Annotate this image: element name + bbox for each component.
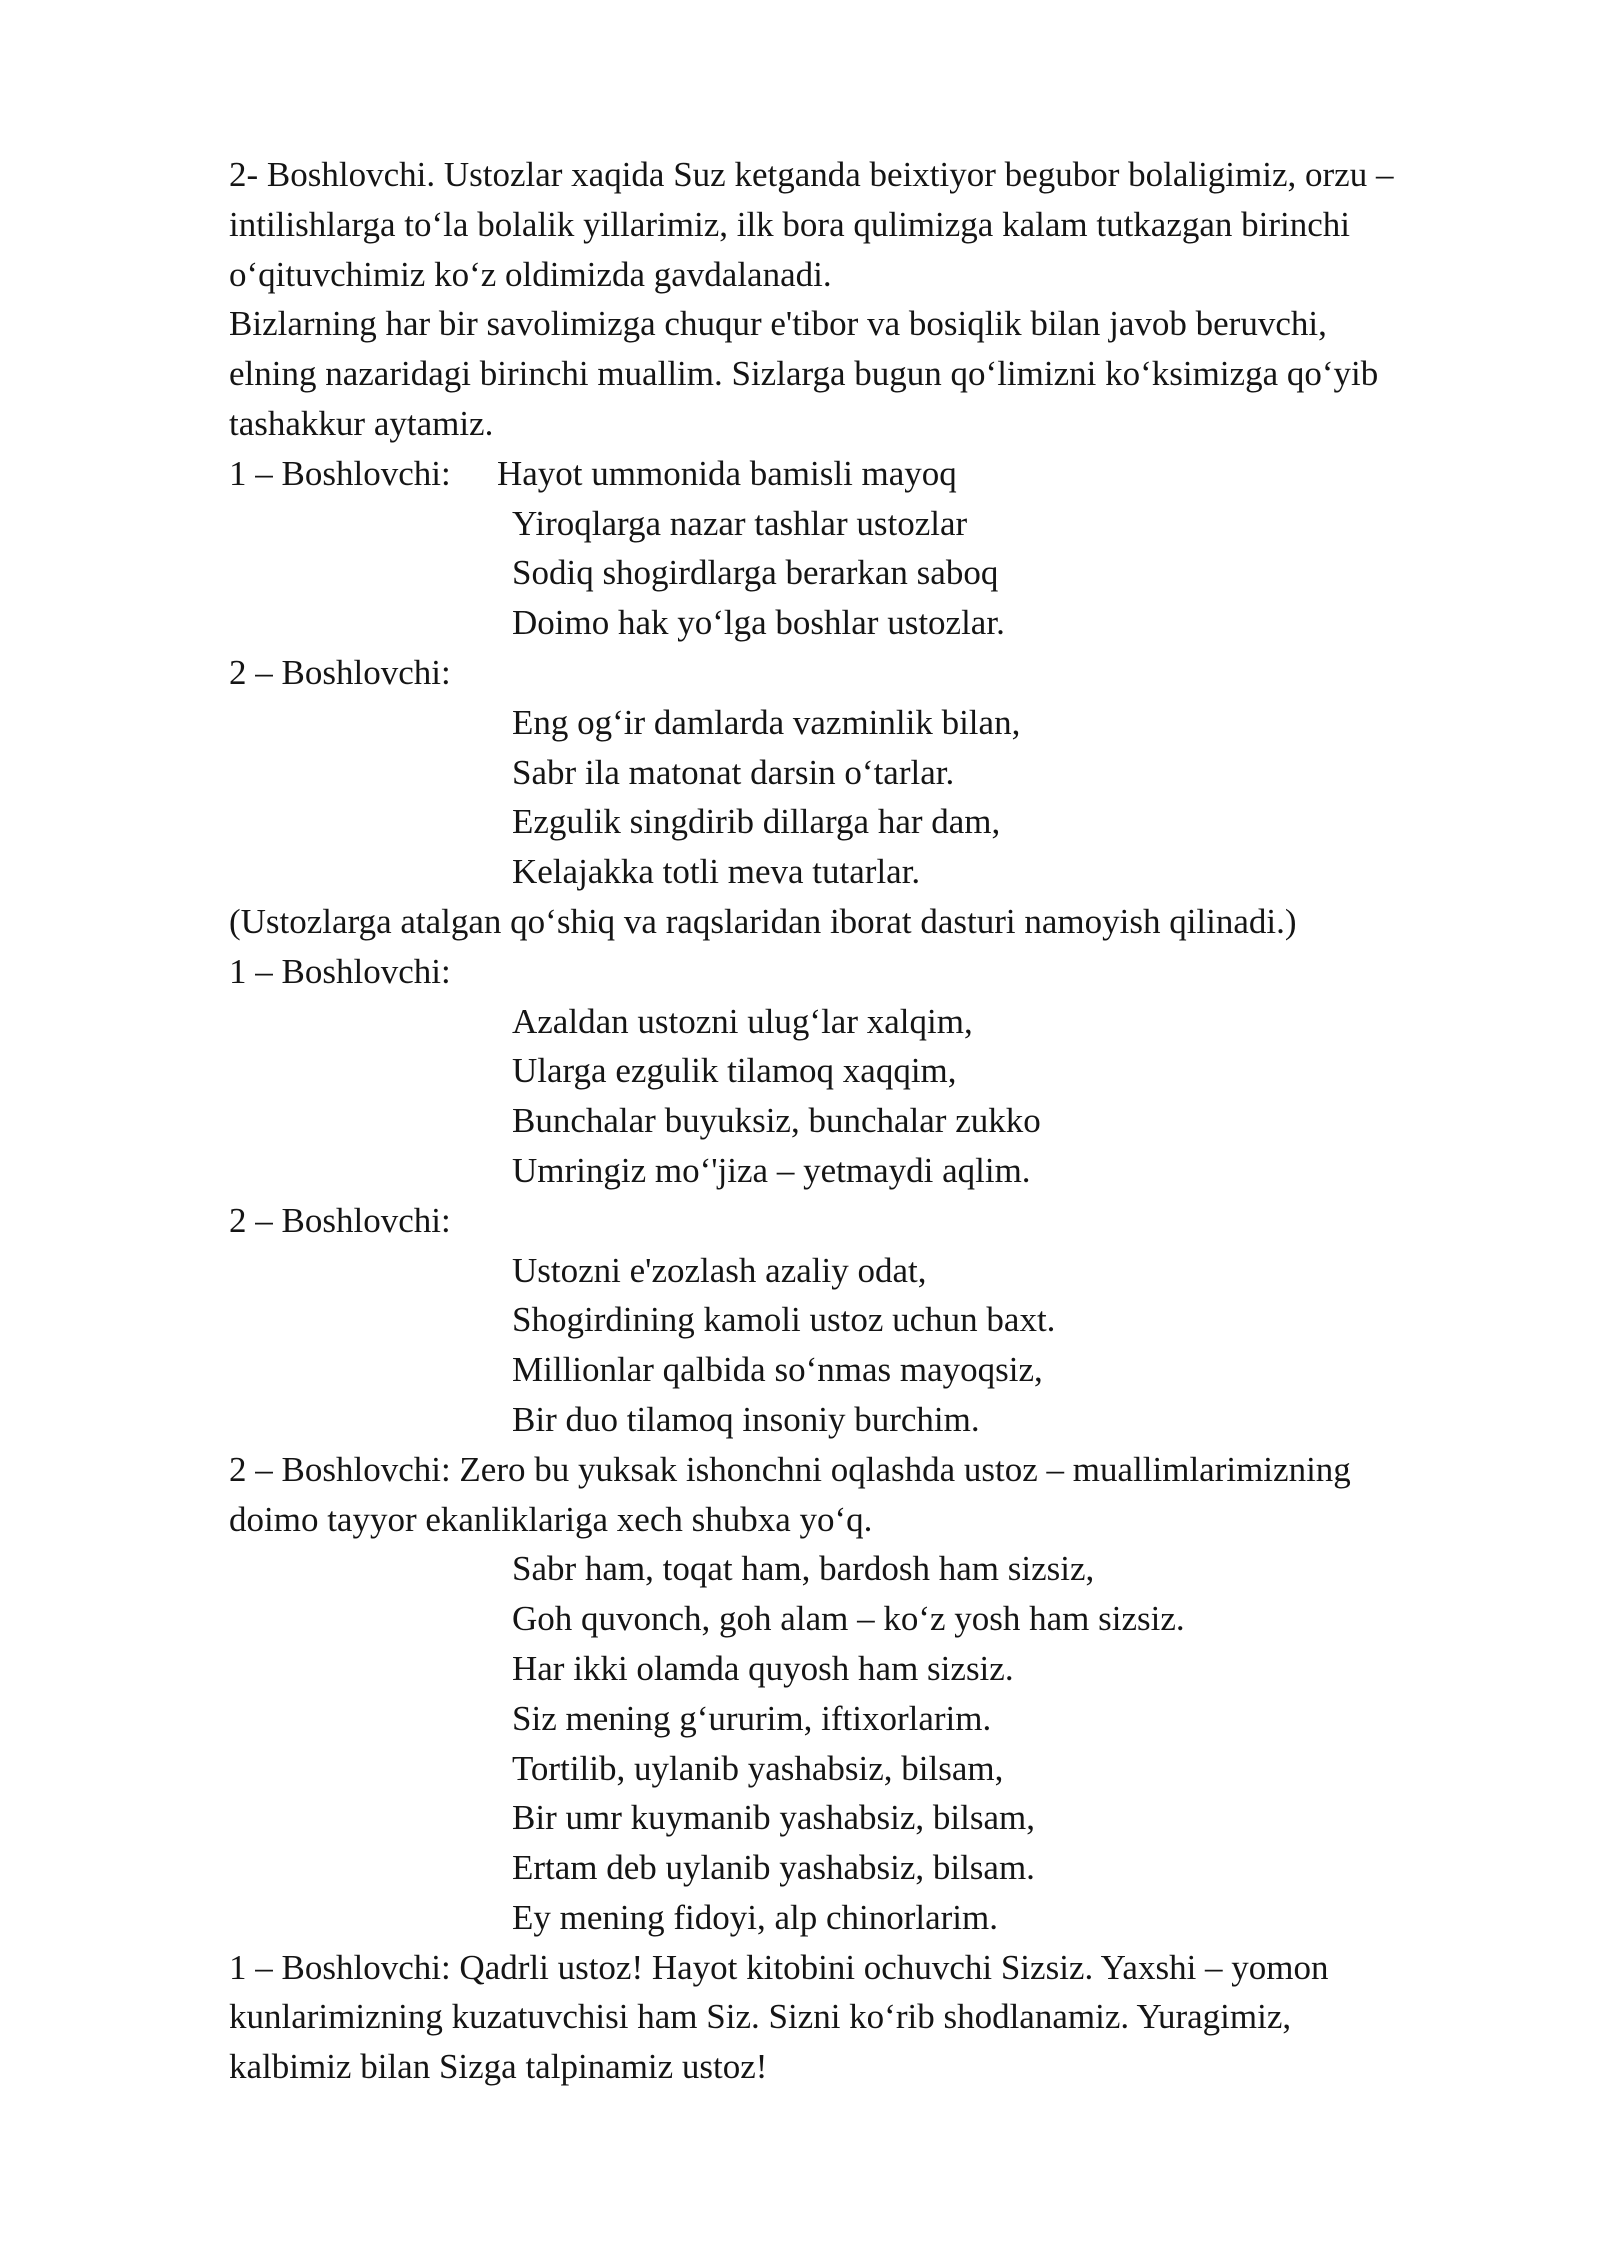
paragraph-line: kalbimiz bilan Sizga talpinamiz ustoz! xyxy=(229,2047,768,2087)
verse-line: Sabr ila matonat darsin o‘tarlar. xyxy=(512,752,955,792)
verse-line: Azaldan ustozni ulug‘lar xalqim, xyxy=(512,1001,973,1041)
verse-line: Hayot ummonida bamisli mayoq xyxy=(497,453,957,493)
paragraph-line: kunlarimizning kuzatuvchisi ham Siz. Sizni ko‘rib shodlanamiz. Yuragimiz, xyxy=(229,1997,1292,2037)
speaker-name: 2 – Boshlovchi: xyxy=(229,652,451,692)
speaker-name: 2 – Boshlovchi: xyxy=(229,1200,451,1240)
verse-stanza xyxy=(229,499,1519,648)
verse-line: Doimo hak yo‘lga boshlar ustozlar. xyxy=(512,603,1005,643)
verse-stanza xyxy=(229,1544,1519,1942)
paragraph-line: tashakkur aytamiz. xyxy=(229,403,494,443)
paragraph-line: 1 – Boshlovchi: Qadrli ustoz! Hayot kitobini ochuvchi Sizsiz. Yaxshi – yomon xyxy=(229,1947,1329,1987)
verse-line: Bir umr kuymanib yashabsiz, bilsam, xyxy=(512,1798,1035,1838)
verse-line: Ey mening fidoyi, alp chinorlarim. xyxy=(512,1897,999,1937)
verse-line: Millionlar qalbida so‘nmas mayoqsiz, xyxy=(512,1350,1043,1390)
verse-stanza xyxy=(229,698,1519,897)
paragraph xyxy=(229,897,1519,947)
verse-line: Ustozni e'zozlash azaliy odat, xyxy=(512,1250,927,1290)
verse-line: Umringiz mo‘'jiza – yetmaydi aqlim. xyxy=(512,1150,1031,1190)
paragraph-line: elning nazaridagi birinchi muallim. Sizlarga bugun qo‘limizni ko‘ksimizga qo‘yib xyxy=(229,354,1379,394)
speaker-verse-line xyxy=(229,449,1519,499)
speaker-name: 1 – Boshlovchi: xyxy=(229,951,451,991)
verse-stanza xyxy=(229,997,1519,1196)
verse-line: Kelajakka totli meva tutarlar. xyxy=(512,852,921,892)
paragraph-line: 2 – Boshlovchi: Zero bu yuksak ishonchni oqlashda ustoz – muallimlarimizning xyxy=(229,1449,1351,1489)
paragraph xyxy=(229,299,1519,448)
paragraph xyxy=(229,1943,1519,2092)
verse-line: Bir duo tilamoq insoniy burchim. xyxy=(512,1399,980,1439)
paragraph xyxy=(229,1445,1519,1545)
speaker-label xyxy=(229,1196,1519,1246)
paragraph-line: 2- Boshlovchi. Ustozlar xaqida Suz ketganda beixtiyor begubor bolaligimiz, orzu – xyxy=(229,155,1394,194)
verse-line: Yiroqlarga nazar tashlar ustozlar xyxy=(512,503,968,543)
verse-line: Goh quvonch, goh alam – ko‘z yosh ham sizsiz. xyxy=(512,1599,1185,1639)
speaker-label xyxy=(229,648,1519,698)
verse-line: Tortilib, uylanib yashabsiz, bilsam, xyxy=(512,1748,1004,1788)
verse-line: Ularga ezgulik tilamoq xaqqim, xyxy=(512,1051,957,1091)
verse-stanza xyxy=(229,1246,1519,1445)
paragraph-line: Bizlarning har bir savolimizga chuqur e'tibor va bosiqlik bilan javob beruvchi, xyxy=(229,304,1327,344)
verse-line: Eng og‘ir damlarda vazminlik bilan, xyxy=(512,702,1021,742)
verse-line: Sodiq shogirdlarga berarkan saboq xyxy=(512,553,999,593)
document-page xyxy=(229,150,1519,2092)
verse-line: Ertam deb uylanib yashabsiz, bilsam. xyxy=(512,1848,1035,1888)
paragraph xyxy=(229,150,1519,299)
paragraph-line: (Ustozlarga atalgan qo‘shiq va raqslaridan iborat dasturi namoyish qilinadi.) xyxy=(229,901,1297,941)
verse-line: Siz mening g‘ururim, iftixorlarim. xyxy=(512,1698,992,1738)
speaker-name: 1 – Boshlovchi: xyxy=(229,453,451,493)
speaker-label xyxy=(229,947,1519,997)
paragraph-line: o‘qituvchimiz ko‘z oldimizda gavdalanadi. xyxy=(229,254,832,294)
speaker-line xyxy=(229,449,1519,499)
verse-line: Bunchalar buyuksiz, bunchalar zukko xyxy=(512,1101,1041,1141)
verse-line: Ezgulik singdirib dillarga har dam, xyxy=(512,802,1001,842)
paragraph-line: intilishlarga to‘la bolalik yillarimiz, ilk bora qulimizga kalam tutkazgan birinchi xyxy=(229,204,1351,244)
verse-line: Shogirdining kamoli ustoz uchun baxt. xyxy=(512,1300,1056,1340)
paragraph-line: doimo tayyor ekanliklariga xech shubxa yo‘q. xyxy=(229,1499,873,1539)
verse-line: Har ikki olamda quyosh ham sizsiz. xyxy=(512,1648,1014,1688)
verse-line: Sabr ham, toqat ham, bardosh ham sizsiz, xyxy=(512,1549,1095,1589)
